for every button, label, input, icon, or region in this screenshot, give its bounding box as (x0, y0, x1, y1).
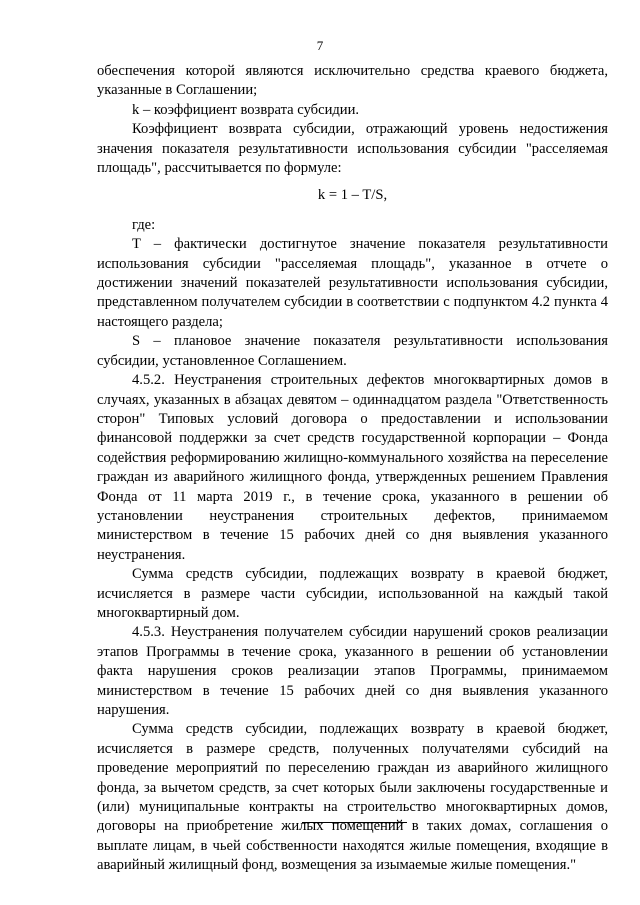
body-text (97, 62, 608, 876)
paragraph-refund-per-house: Сумма средств субсидии, подлежащих возврату в краевой бюджет, исчисляется в размере части субсидии, использованной на каждый такой многоквартирный дом. (97, 566, 608, 621)
paragraph-refund-amount: Сумма средств субсидии, подлежащих возврату в краевой бюджет, исчисляется в размере средств, полученных получателями субсидий на проведение мероприятий по переселению граждан из аварийного жилищного фонда, за вычетом средств, за счет которых были заключены государственные и (или) муниципальные контракты на строительство многоквартирных домов, договоры на приобретение жилых помещений в таких домах, соглашения о выплате лицам, в чьей собственности находятся жилые помещения, входящие в аварийный жилищный фонд, возмещения за изымаемые жилые помещения." (97, 721, 608, 874)
formula: k = 1 – T/S, (317, 187, 388, 204)
paragraph-4-5-2: 4.5.2. Неустранения строительных дефектов многоквартирных домов в случаях, указанных в абзацах девятом – одиннадцатом раздела "Ответственность сторон" Типовых условий договора о предоставлении и использовании финансовой поддержки за счет средств государственной корпорации – Фонда содействия реформированию жилищно-коммунального хозяйства на переселение граждан из аварийного жилищного фонда, утвержденных решением Правления Фонда от 11 марта 2019 г., в течение срока, указанного в решении об установлении неустранения строительных дефектов, принимаемом министерством в течение 15 рабочих дней со дня выявления указанного неустранения. (97, 372, 608, 563)
paragraph-t-definition: T – фактически достигнутое значение показателя результативности использования субсидии "расселяемая площадь", указанное в отчете о достижении значений показателей результативности использования субсидии, представленном получателем субсидии в соответствии с подпунктом 4.2 пункта 4 настоящего раздела; (97, 236, 608, 330)
page-number: 7 (316, 38, 324, 53)
closing-divider-line (302, 822, 407, 823)
paragraph-k-definition: k – коэффициент возврата субсидии. (132, 101, 360, 118)
paragraph-where: где: (132, 216, 156, 233)
paragraph-4-5-3: 4.5.3. Неустранения получателем субсидии нарушений сроков реализации этапов Программы в течение срока, указанного в решении об установлении факта нарушения сроков реализации этапов Программы, принимаемом министерством в течение 15 рабочих дней со дня выявления указанного нарушения. (97, 624, 608, 718)
paragraph-continuation: обеспечения которой являются исключительно средства краевого бюджета, указанные в Соглашении; (97, 63, 608, 99)
paragraph-s-definition: S – плановое значение показателя результативности использования субсидии, установленное Соглашением. (97, 333, 608, 369)
paragraph-coefficient-intro: Коэффициент возврата субсидии, отражающий уровень недостижения значения показателя результативности использования субсидии "расселяемая площадь", рассчитывается по формуле: (97, 121, 608, 177)
